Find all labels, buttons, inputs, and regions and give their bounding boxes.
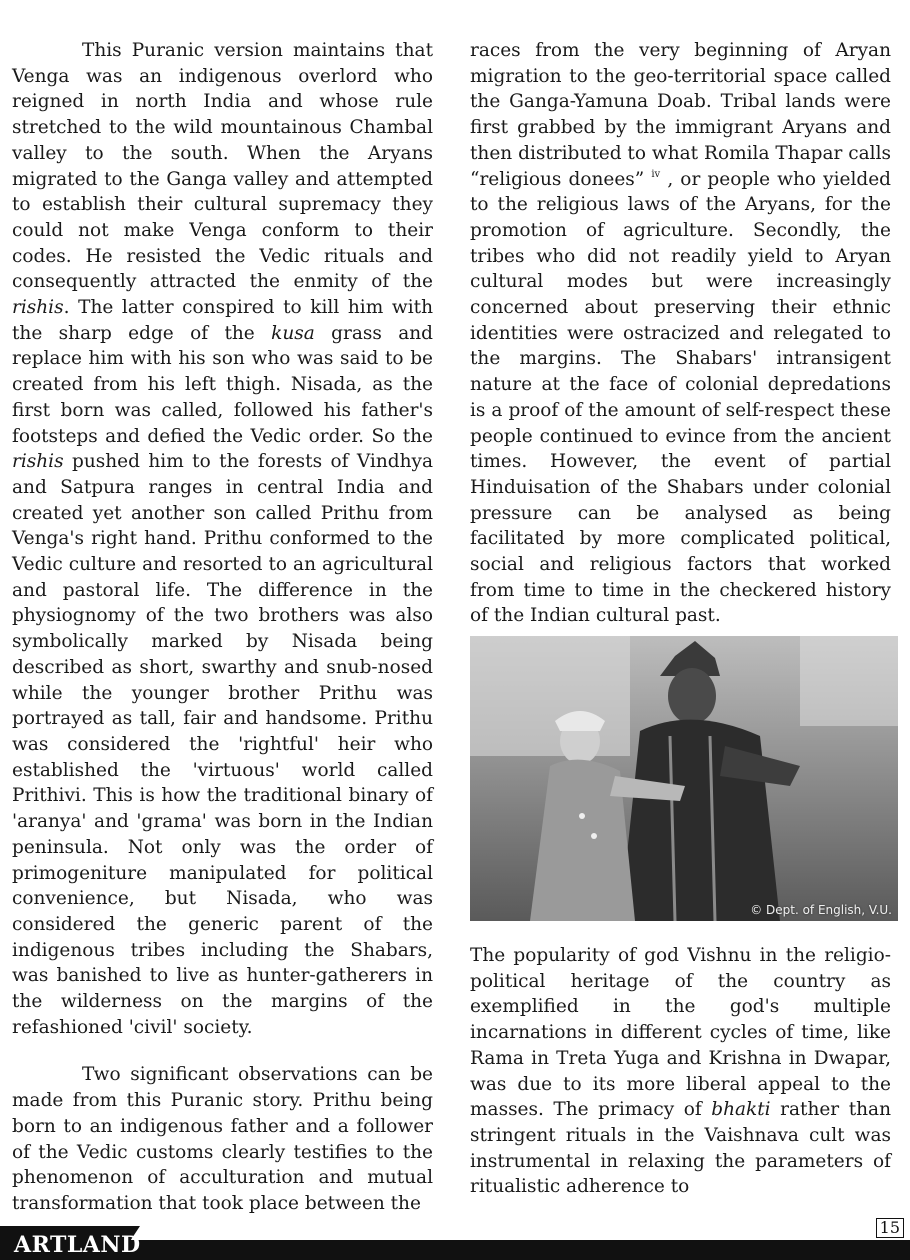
photo-illustration	[470, 636, 898, 921]
magazine-brand: ARTLAND	[14, 1232, 141, 1258]
paragraph-puranic-version: This Puranic version maintains that Venga was an indigenous overlord who reigned in north India and whose rule stretched to the wild mountainous Chambal valley to the south. When the Aryans migrated to the Ganga valley and attempted to establish their cultural supremacy they could not make Venga conform to their codes. He resisted the Vedic rituals and consequently attracted the enmity of the rishis. The latter conspired to kill him with the sharp edge of the kusa grass and replace him with his son who was said to be created from his left thigh. Nisada, as the first born was called, followed his father's footsteps and defied the Vedic order. So the rishis pushed him to the forests of Vindhya and Satpura ranges in central India and created yet another son called Prithu from Venga's right hand. Prithu conformed to the Vedic culture and resorted to an agricultural and pastoral life. The difference in the physiognomy of the two brothers was also symbolically marked by Nisada being described as short, swarthy and snub-nosed while the younger brother Prithu was portrayed as tall, fair and handsome. Prithu was considered the 'rightful' heir who established the 'virtuous' world called Prithivi. This is how the traditional binary of 'aranya' and 'grama' was born in the Indian peninsula. Not only was the order of primogeniture manipulated for political convenience, but Nisada, who was considered the generic parent of the indigenous tribes including the Shabars, was banished to live as hunter-gatherers in the wilderness on the margins of the refashioned 'civil' society.	[12, 40, 433, 1038]
paragraph-two-observations: Two significant observations can be made from this Puranic story. Prithu being born to an indigenous father and a follower of the Vedic customs clearly testifies to the phenomenon of acculturation and mutual transformation that took place between the	[12, 1064, 433, 1214]
right-column-continued	[470, 943, 891, 1200]
photo-credit: © Dept. of English, V.U.	[750, 903, 892, 917]
right-column	[470, 38, 891, 629]
performance-photo	[470, 636, 898, 921]
paragraph-vishnu-popularity: The popularity of god Vishnu in the religio-political heritage of the country as exemplified in the god's multiple incarnations in different cycles of time, like Rama in Treta Yuga and Krishna in Dwapar, was due to its more liberal appeal to the masses. The primacy of bhakti rather than stringent rituals in the Vaishnava cult was instrumental in relaxing the parameters of ritualistic adherence to	[470, 945, 891, 1198]
left-column	[12, 38, 433, 1217]
page-number: 15	[876, 1218, 904, 1238]
paragraph-aryan-migration: races from the very beginning of Aryan migration to the geo-territorial space called the Ganga-Yamuna Doab. Tribal lands were first grabbed by the immigrant Aryans and then distributed to what Romila Thapar calls “religious donees” $^{iv}$ , or people who yielded to the religious laws of the Aryans, for the promotion of agriculture. Secondly, the tribes who did not readily yield to Aryan cultural modes but were increasingly concerned about preserving their ethnic identities were ostracized and relegated to the margins. The Shabars' intransigent nature at the face of colonial depredations is a proof of the amount of self-respect these people continued to evince from the ancient times. However, the event of partial Hinduisation of the Shabars under colonial pressure can be analysed as being facilitated by more complicated political, social and religious factors that worked from time to time in the checkered history of the Indian cultural past.	[470, 40, 892, 627]
